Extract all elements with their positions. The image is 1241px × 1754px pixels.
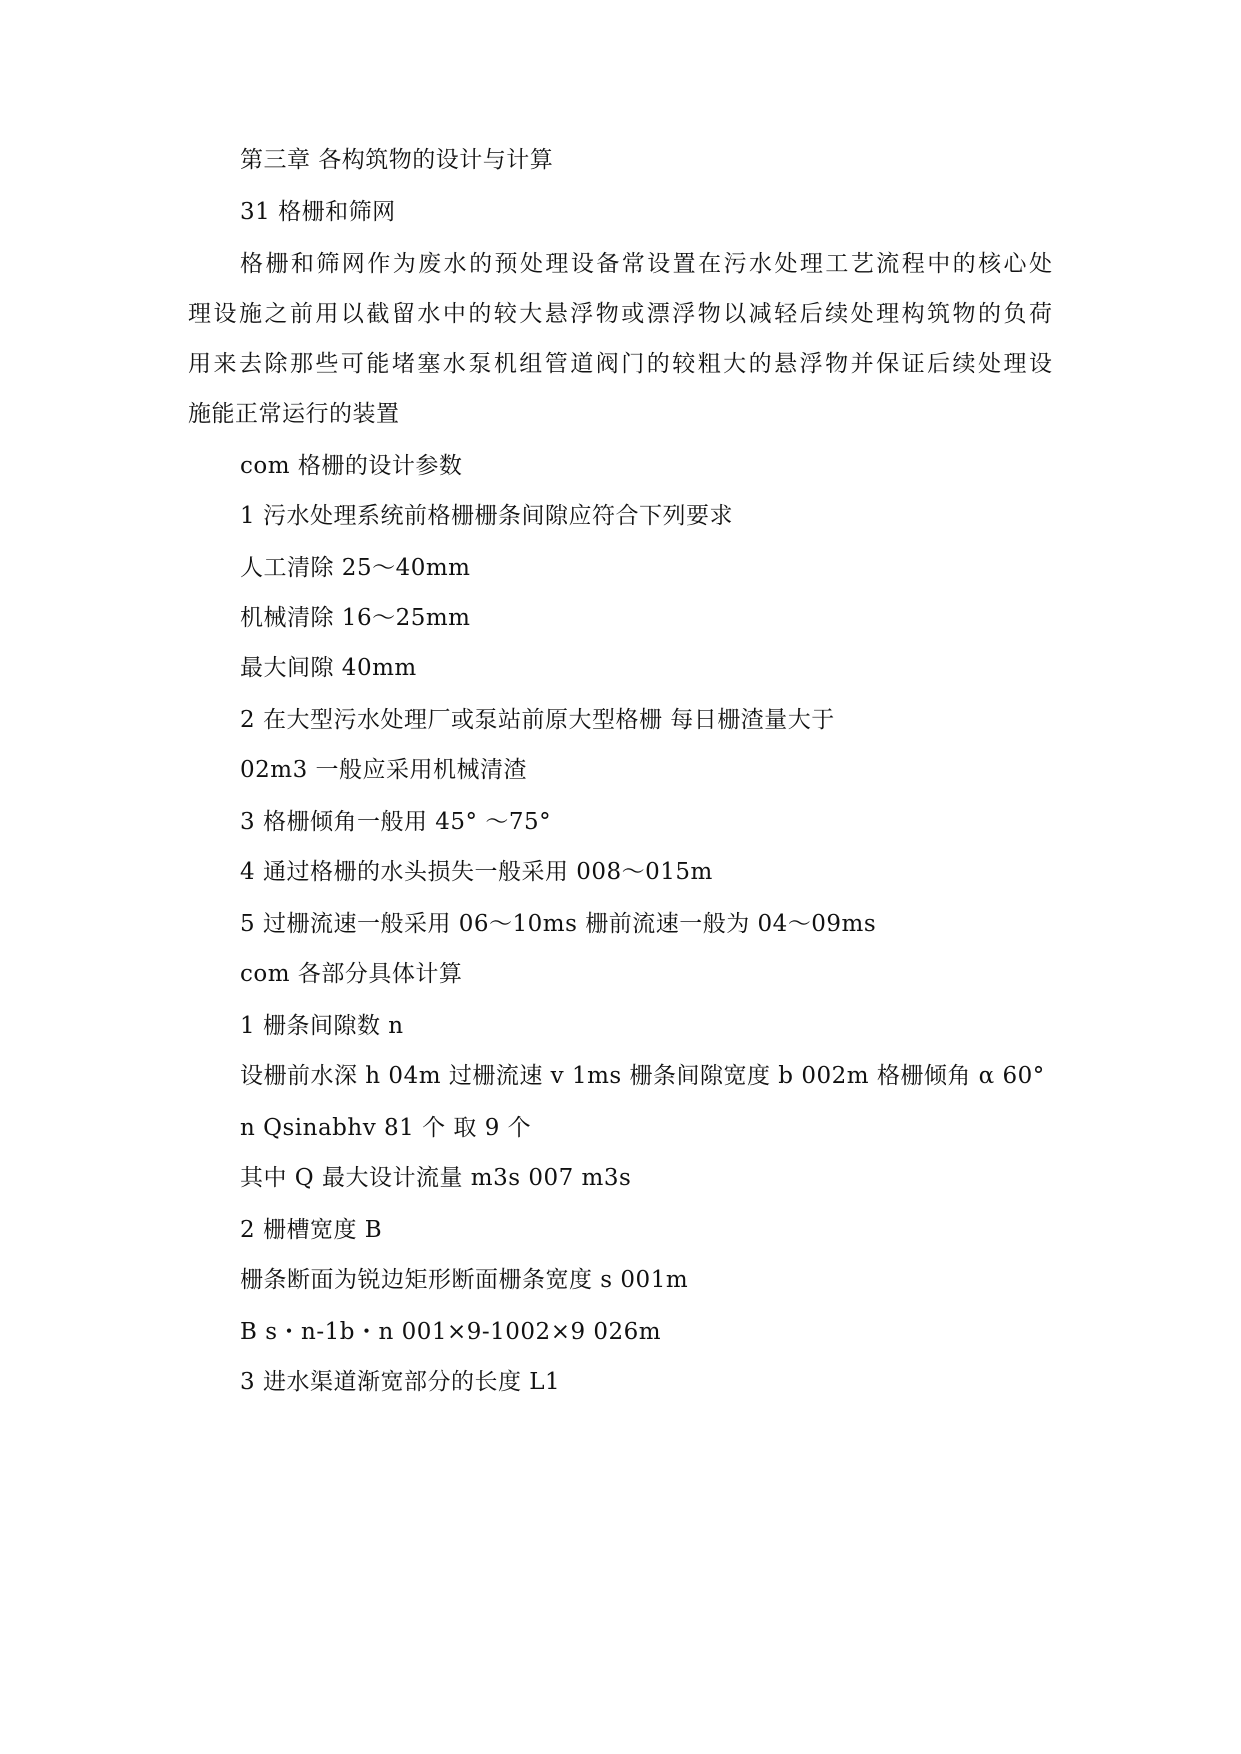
text-line: 5 过栅流速一般采用 06～10ms 栅前流速一般为 04～09ms [240,911,877,937]
paragraph-line: 格栅和筛网作为废水的预处理设备常设置在污水处理工艺流程中的核心处 [240,251,1053,277]
text-line: 1 栅条间隙数 n [240,1013,404,1039]
text-line: 3 进水渠道渐宽部分的长度 L1 [240,1369,561,1395]
text-line: 最大间隙 40mm [240,655,417,681]
text-line: 设栅前水深 h 04m 过栅流速 v 1ms 栅条间隙宽度 b 002m 格栅倾角 α 60° [240,1063,1045,1089]
text-line: 1 污水处理系统前格栅栅条间隙应符合下列要求 [240,503,733,529]
subsection-heading: com 各部分具体计算 [240,961,463,987]
text-line: n Qsinabhv 81 个 取 9 个 [240,1115,532,1141]
text-line: 栅条断面为锐边矩形断面栅条宽度 s 001m [240,1267,689,1293]
text-line: 人工清除 25～40mm [240,555,471,581]
section-heading: 31 格栅和筛网 [240,199,396,225]
text-line: 3 格栅倾角一般用 45° ～75° [240,809,552,835]
paragraph-line: 用来去除那些可能堵塞水泵机组管道阀门的较粗大的悬浮物并保证后续处理设 [188,351,1053,377]
text-line: 02m3 一般应采用机械清渣 [240,757,528,783]
text-line: 2 在大型污水处理厂或泵站前原大型格栅 每日栅渣量大于 [240,707,835,733]
text-line: 机械清除 16～25mm [240,605,471,631]
text-line: 4 通过格栅的水头损失一般采用 008～015m [240,859,713,885]
paragraph-line: 理设施之前用以截留水中的较大悬浮物或漂浮物以减轻后续处理构筑物的负荷 [188,301,1053,327]
text-line: 其中 Q 最大设计流量 m3s 007 m3s [240,1165,632,1191]
text-line: 2 栅槽宽度 B [240,1217,383,1243]
chapter-heading: 第三章 各构筑物的设计与计算 [240,147,554,173]
text-line: B s・n-1b・n 001×9-1002×9 026m [240,1319,662,1345]
subsection-heading: com 格栅的设计参数 [240,453,463,479]
paragraph-line: 施能正常运行的装置 [188,401,400,427]
